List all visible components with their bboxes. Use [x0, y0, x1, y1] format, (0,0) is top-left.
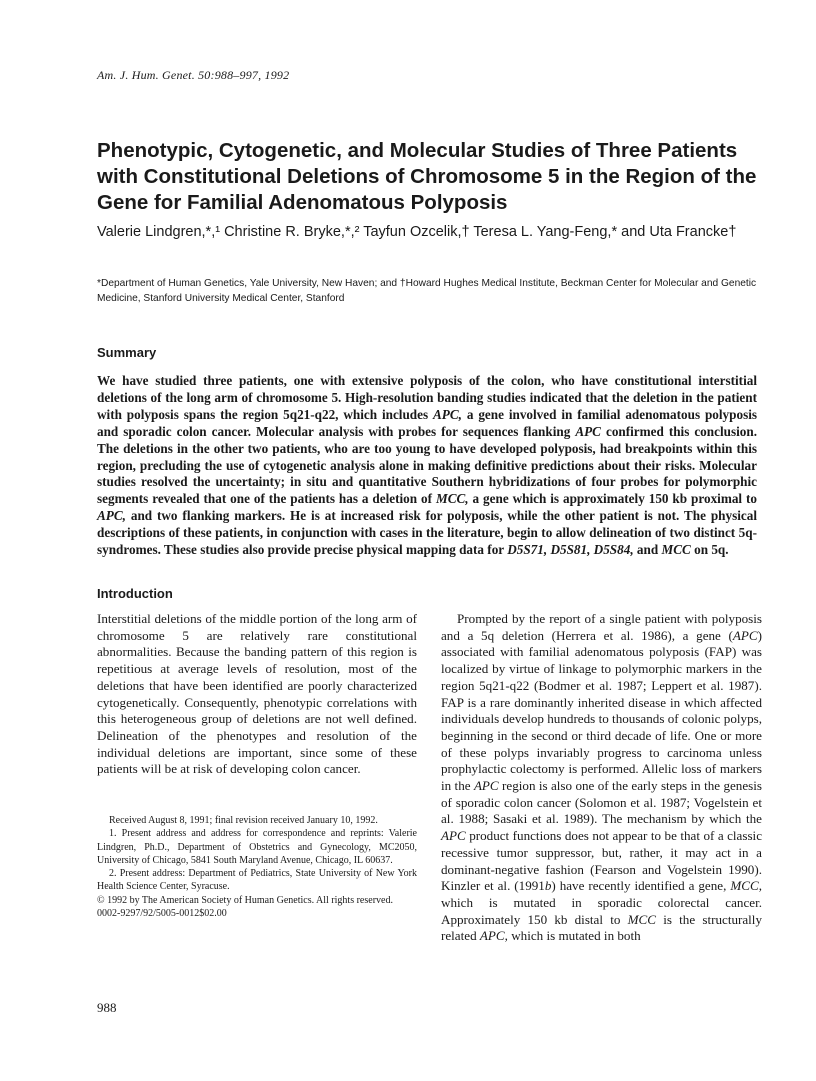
page-number: 988 — [97, 1000, 117, 1015]
author-list: Valerie Lindgren,*,¹ Christine R. Bryke,*,² Tayfun Ozcelik,† Teresa L. Yang-Feng,* and Uta Francke† — [97, 224, 737, 240]
introduction-heading: Introduction — [97, 586, 173, 601]
introduction-paragraph-2: Prompted by the report of a single patient with polyposis and a 5q deletion (Herrera et al. 1986), a gene (APC) associated with familial adenomatous polyposis (FAP) was localized by virtue of linkage to polymorphic markers in the region 5q21-q22 (Bodmer et al. 1987; Leppert et al. 1987). FAP is a rare dominantly inherited disease in which affected individuals develop hundreds to thousands of colonic polyps, beginning in the second or third decade of life. One or more of these polyps invariably progress to carcinoma unless prophylactic colectomy is performed. Allelic loss of markers in the APC region is also one of the early steps in the genesis of sporadic colon cancer (Solomon et al. 1987; Vogelstein et al. 1988; Sasaki et al. 1989). The mechanism by which the APC product functions does not appear to be that of a classic recessive tumor suppressor, but, rather, it may act in a dominant-negative fashion (Fearson and Vogelstein 1990). Kinzler et al. (1991b) have recently identified a gene, MCC, which is mutated in sporadic colorectal cancer. Approximately 150 kb distal to MCC is the structurally related APC, which is mutated in both — [441, 611, 762, 944]
affiliations: *Department of Human Genetics, Yale University, New Haven; and †Howard Hughes Medical Institute, Beckman Center for Molecular and Genetic Medicine, Stanford University Medical Center, Stanford — [97, 278, 757, 304]
introduction-paragraph-1: Interstitial deletions of the middle portion of the long arm of chromosome 5 are relatively rare constitutional abnormalities. Because the banding pattern of this region is repetitious at average levels of resolution, most of the deletions that have been identified are poorly characterized cytogenetically. Consequently, phenotypic correlations with this heterogeneous group of deletions are not well defined. Delineation of the phenotypes and resolution of the individual deletions are important, since some of these patients will be at risk of developing colon cancer. — [97, 611, 417, 777]
received-dates: Received August 8, 1991; final revision received January 10, 1992. — [109, 815, 378, 826]
footnote-1: 1. Present address and address for correspondence and reprints: Valerie Lindgren, Ph.D., Department of Obstetrics and Gynecology, MC2050, University of Chicago, 5841 South Maryland Avenue, Chicago, IL 60637. — [97, 828, 417, 866]
footnotes — [97, 814, 417, 920]
journal-citation: Am. J. Hum. Genet. 50:988–997, 1992 — [97, 68, 290, 82]
copyright-line: © 1992 by The American Society of Human Genetics. All rights reserved. — [97, 894, 393, 906]
summary-abstract: We have studied three patients, one with extensive polyposis of the colon, who have constitutional interstitial deletions of the long arm of chromosome 5. High-resolution banding studies indicated that the deletion in the patient with polyposis spans the region 5q21-q22, which includes APC, a gene involved in familial adenomatous polyposis and sporadic colon cancer. Molecular analysis with probes for sequences flanking APC confirmed this conclusion. The deletions in the other two patients, who are too young to have developed polyposis, had breakpoints within this region, precluding the use of cytogenetic analysis alone in making definitive predictions about their risks. Molecular studies resolved the uncertainty; in situ and quantitative Southern hybridizations of four probes for polymorphic segments revealed that one of the patients has a deletion of MCC, a gene which is approximately 150 kb proximal to APC, and two flanking markers. He is at increased risk for polyposis, while the other patient is not. The physical descriptions of these patients, in conjunction with cases in the literature, begin to allow delineation of two distinct 5q- syndromes. These studies also provide precise physical mapping data for D5S71, D5S81, D5S84, and MCC on 5q. — [97, 373, 758, 558]
article-title: Phenotypic, Cytogenetic, and Molecular Studies of Three Patients with Constitutional Deletions of Chromosome 5 in the Region of the Gene for Familial Adenomatous Polyposis — [97, 139, 757, 214]
issn-line: 0002-9297/92/5005-0012$02.00 — [97, 908, 227, 920]
summary-heading: Summary — [97, 345, 157, 360]
footnote-2: 2. Present address: Department of Pediatrics, State University of New York Health Science Center, Syracuse. — [97, 868, 417, 893]
